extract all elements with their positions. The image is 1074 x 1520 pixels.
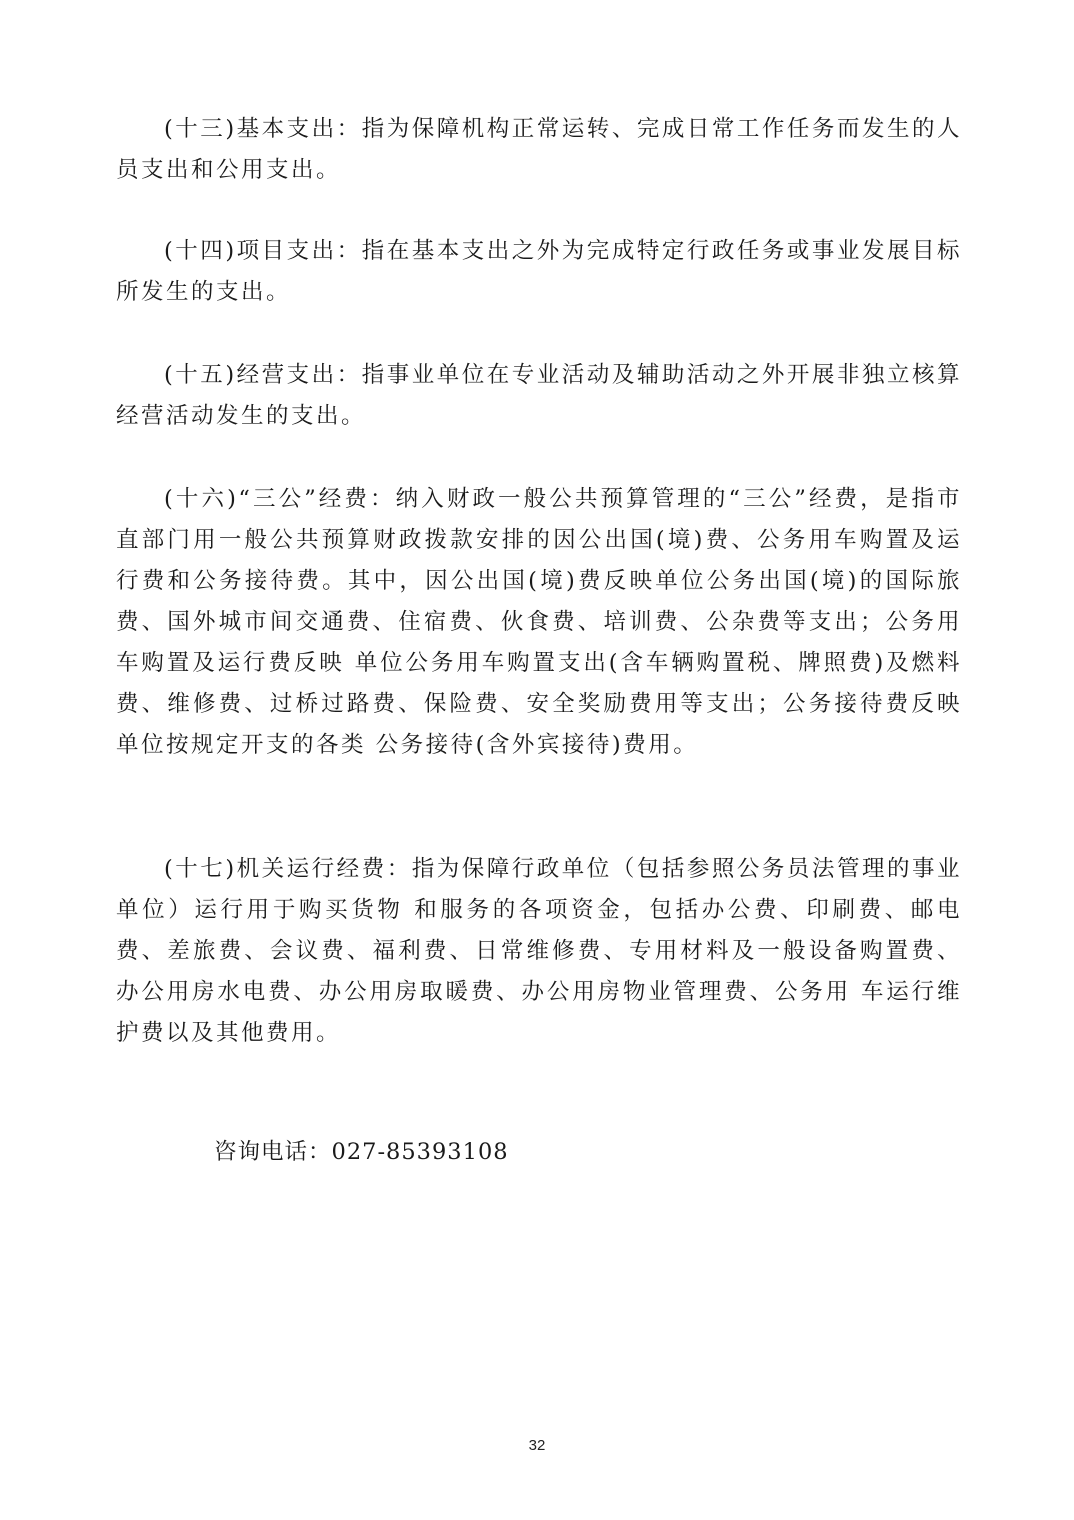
paragraph-project-expenditure: (十四)项目支出：指在基本支出之外为完成特定行政任务或事业发展目标所发生的支出。 (116, 238, 962, 305)
contact-phone: 咨询电话：027-85393108 (214, 1139, 509, 1165)
paragraph-agency-operating-expenses: (十七)机关运行经费：指为保障行政单位（包括参照公务员法管理的事业单位）运行用于购买货物 和服务的各项资金，包括办公费、印刷费、邮电费、差旅费、会议费、福利费、日常维修费、专用材料及一般设备购置费、办公用房水电费、办公用房取暖费、办公用房物业管理费、公务用 车运行维护费以及其他费用。 (116, 856, 962, 1046)
paragraph-operating-expenditure: (十五)经营支出：指事业单位在专业活动及辅助活动之外开展非独立核算经营活动发生的支出。 (116, 362, 962, 429)
paragraph-three-public-expenses: (十六)“三公”经费：纳入财政一般公共预算管理的“三公”经费，是指市直部门用一般公共预算财政拨款安排的因公出国(境)费、公务用车购置及运行费和公务接待费。其中，因公出国(境)费反映单位公务出国(境)的国际旅费、国外城市间交通费、住宿费、伙食费、培训费、公杂费等支出；公务用车购置及运行费反映 单位公务用车购置支出(含车辆购置税、牌照费)及燃料费、维修费、过桥过路费、保险费、安全奖励费用等支出；公务接待费反映单位按规定开支的各类 公务接待(含外宾接待)费用。 (116, 486, 962, 758)
page-number: 32 (528, 1437, 546, 1454)
paragraph-basic-expenditure: (十三)基本支出：指为保障机构正常运转、完成日常工作任务而发生的人员支出和公用支出。 (116, 116, 962, 183)
